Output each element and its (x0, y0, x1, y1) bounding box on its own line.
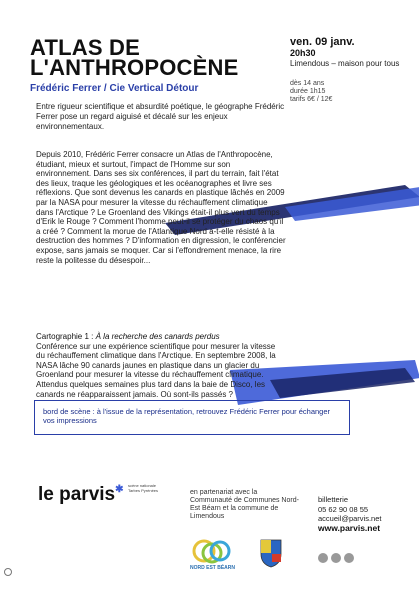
event-duration: durée 1h15 (290, 88, 326, 95)
print-mark-icon (4, 568, 12, 576)
twitter-icon[interactable] (331, 553, 341, 563)
event-price: tarifs 6€ / 12€ (290, 96, 333, 103)
event-age: dès 14 ans (290, 80, 325, 87)
event-venue: Limendous – maison pour tous (290, 59, 400, 68)
parvis-logo (38, 484, 124, 506)
phone-number[interactable]: 05 62 90 08 55 (318, 504, 369, 514)
instagram-icon[interactable] (344, 553, 354, 563)
title-line-1: ATLAS DE (30, 35, 140, 60)
cartography-title: À la recherche des canards perdus (95, 332, 220, 341)
logo-star-icon: ✱ (115, 484, 124, 495)
post-show-notice: bord de scène : à l'issue de la représentation, retrouvez Frédéric Ferrer pour échanger vos impressions (34, 400, 350, 435)
email-link[interactable]: accueil@parvis.net (318, 514, 382, 523)
cartography-section (36, 332, 286, 399)
company-subtitle: Frédéric Ferrer / Cie Vertical Détour (30, 83, 199, 94)
show-title (30, 35, 239, 80)
logo-tagline: scène nationale Tarbes Pyrénées (128, 483, 159, 493)
title-line-2: L'ANTHROPOCÈNE (30, 55, 239, 80)
partner-logo-label: NORD EST BÉARN (190, 565, 236, 571)
cartography-label: Cartographie 1 : (36, 332, 94, 341)
event-meta (290, 80, 400, 104)
contact-block (318, 495, 408, 533)
cartography-text: Conférence sur une expérience scientifique pour mesurer la vitesse du réchauffement climatique dans l'Arctique. En septembre 2008, la NASA lâche 90 canards jaunes en plastique dans un glacier du Groenland pour mesurer la vitesse du réchauffement climatique. Attendus quelques semaines plus tard dans la baie de Disco, les canards ne réapparaissent jamais. Où sont-ils passés ? (36, 341, 276, 399)
website-link[interactable]: www.parvis.net (318, 522, 381, 533)
phone-label: billetterie (318, 495, 349, 504)
cartography-heading (36, 332, 286, 342)
event-date: ven. 09 janv. (290, 36, 355, 48)
body-paragraph: Depuis 2010, Frédéric Ferrer consacre un Atlas de l'Anthropocène, étudiant, mieux et surtout, l'impact de l'Homme sur son environnement. Dans ses six conférences, il part du terrain, fait l'état des lieux, traque les géologiques et les océanographes et livre ses réflexions. Que sont devenus les canards en plastique lâchés en 2009 par la NASA pour mesurer la vitesse du réchauffement climatique dans l'Arctique ? Le Groenland des Vikings était-il plus vert du temps d'Erik le Rouge ? Comment l'homme peut-il se protéger du chaos qu'il a créé ? Comment la morue de l'Atlantique Nord a-t-elle résisté à la destruction des hommes ? D'information en digression, le conférencier expose, sans jamais se moquer. Car si l'effondrement menace, la rire reste la politesse du désespoir... (36, 150, 286, 265)
commune-crest-icon (260, 538, 282, 568)
facebook-icon[interactable] (318, 553, 328, 563)
event-time: 20h30 (290, 48, 316, 58)
social-icons (318, 553, 354, 563)
partner-text: en partenariat avec la Communauté de Communes Nord-Est Béarn et la commune de Limendous (190, 489, 299, 520)
intro-paragraph: Entre rigueur scientifique et absurdité poétique, le géographe Frédéric Ferrer pose un regard aiguisé et décalé sur les enjeux environnementaux. (36, 102, 285, 131)
logo-text: le parvis (38, 484, 116, 505)
